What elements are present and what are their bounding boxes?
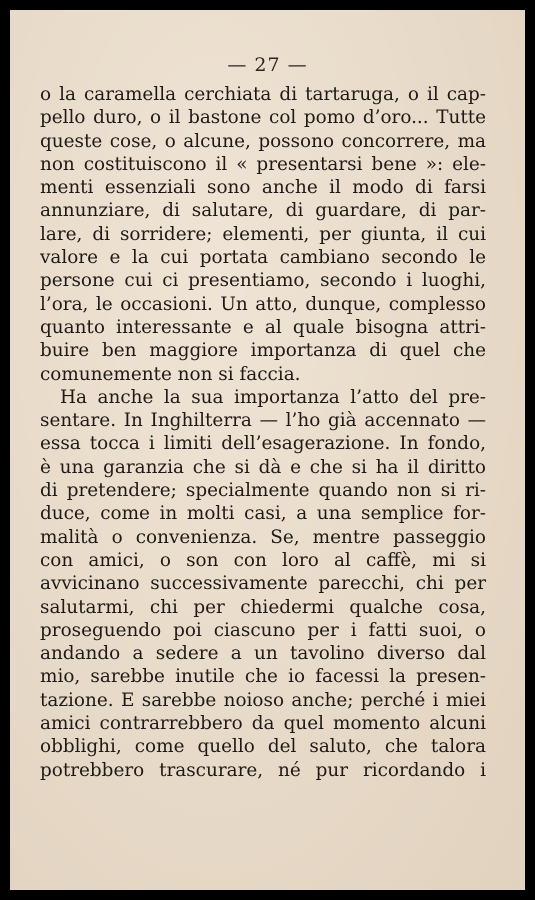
text-line: salutarmi, chi per chiedermi qualche cosa, bbox=[40, 596, 486, 618]
text-line: con amici, o son con loro al caffè, mi si bbox=[40, 549, 486, 571]
body-text bbox=[40, 83, 486, 782]
text-line: amici contrarrebbero da quel momento alcuni bbox=[40, 713, 486, 735]
text-line: persone cui ci presentiamo, secondo i luoghi, bbox=[40, 270, 486, 292]
page-number: — 27 — bbox=[227, 54, 308, 76]
text-line: proseguendo poi ciascuno per i fatti suoi, o bbox=[40, 619, 486, 641]
text-line: di pretendere; specialmente quando non si ri- bbox=[40, 480, 486, 502]
text-line: duce, come in molti casi, a una semplice for- bbox=[40, 503, 486, 525]
text-line: annunziare, di salutare, di guardare, di par- bbox=[40, 200, 486, 222]
text-line: malità o convenienza. Se, mentre passeggio bbox=[40, 526, 486, 548]
text-line: pello duro, o il bastone col pomo d’oro... Tutte bbox=[40, 107, 486, 129]
text-line: avvicinano successivamente parecchi, chi per bbox=[40, 573, 486, 595]
text-line: buire ben maggiore importanza di quel che bbox=[40, 340, 486, 362]
text-line: potrebbero trascurare, né pur ricordando i bbox=[40, 759, 486, 781]
text-line: valore e la cui portata cambiano secondo le bbox=[40, 247, 486, 269]
text-line: andando a sedere a un tavolino diverso dal bbox=[40, 643, 486, 665]
text-line: è una garanzia che si dà e che si ha il diritto bbox=[40, 456, 486, 478]
text-line: obblighi, come quello del saluto, che talora bbox=[40, 736, 486, 758]
text-line: sentare. In Inghilterra — l’ho già accennato — bbox=[40, 410, 486, 432]
text-line: lare, di sorridere; elementi, per giunta, il cui bbox=[40, 223, 486, 245]
text-line: comunemente non si faccia. bbox=[40, 363, 301, 385]
text-line: o la caramella cerchiata di tartaruga, o il cap- bbox=[40, 84, 486, 105]
text-line: non costituiscono il « presentarsi bene »: ele- bbox=[40, 153, 486, 175]
text-line: menti essenziali sono anche il modo di farsi bbox=[40, 177, 486, 199]
text-line: Ha anche la sua importanza l’atto del pre- bbox=[60, 386, 486, 408]
book-page bbox=[10, 10, 525, 890]
text-line: tazione. E sarebbe noioso anche; perché i miei bbox=[40, 689, 486, 711]
text-line: essa tocca i limiti dell’esagerazione. In fondo, bbox=[40, 433, 486, 455]
text-line: queste cose, o alcune, possono concorrere, ma bbox=[40, 130, 486, 152]
text-line: mio, sarebbe inutile che io facessi la presen- bbox=[40, 666, 486, 688]
text-line: quanto interessante e al quale bisogna attri- bbox=[40, 316, 486, 338]
text-line: l’ora, le occasioni. Un atto, dunque, complesso bbox=[40, 293, 486, 315]
